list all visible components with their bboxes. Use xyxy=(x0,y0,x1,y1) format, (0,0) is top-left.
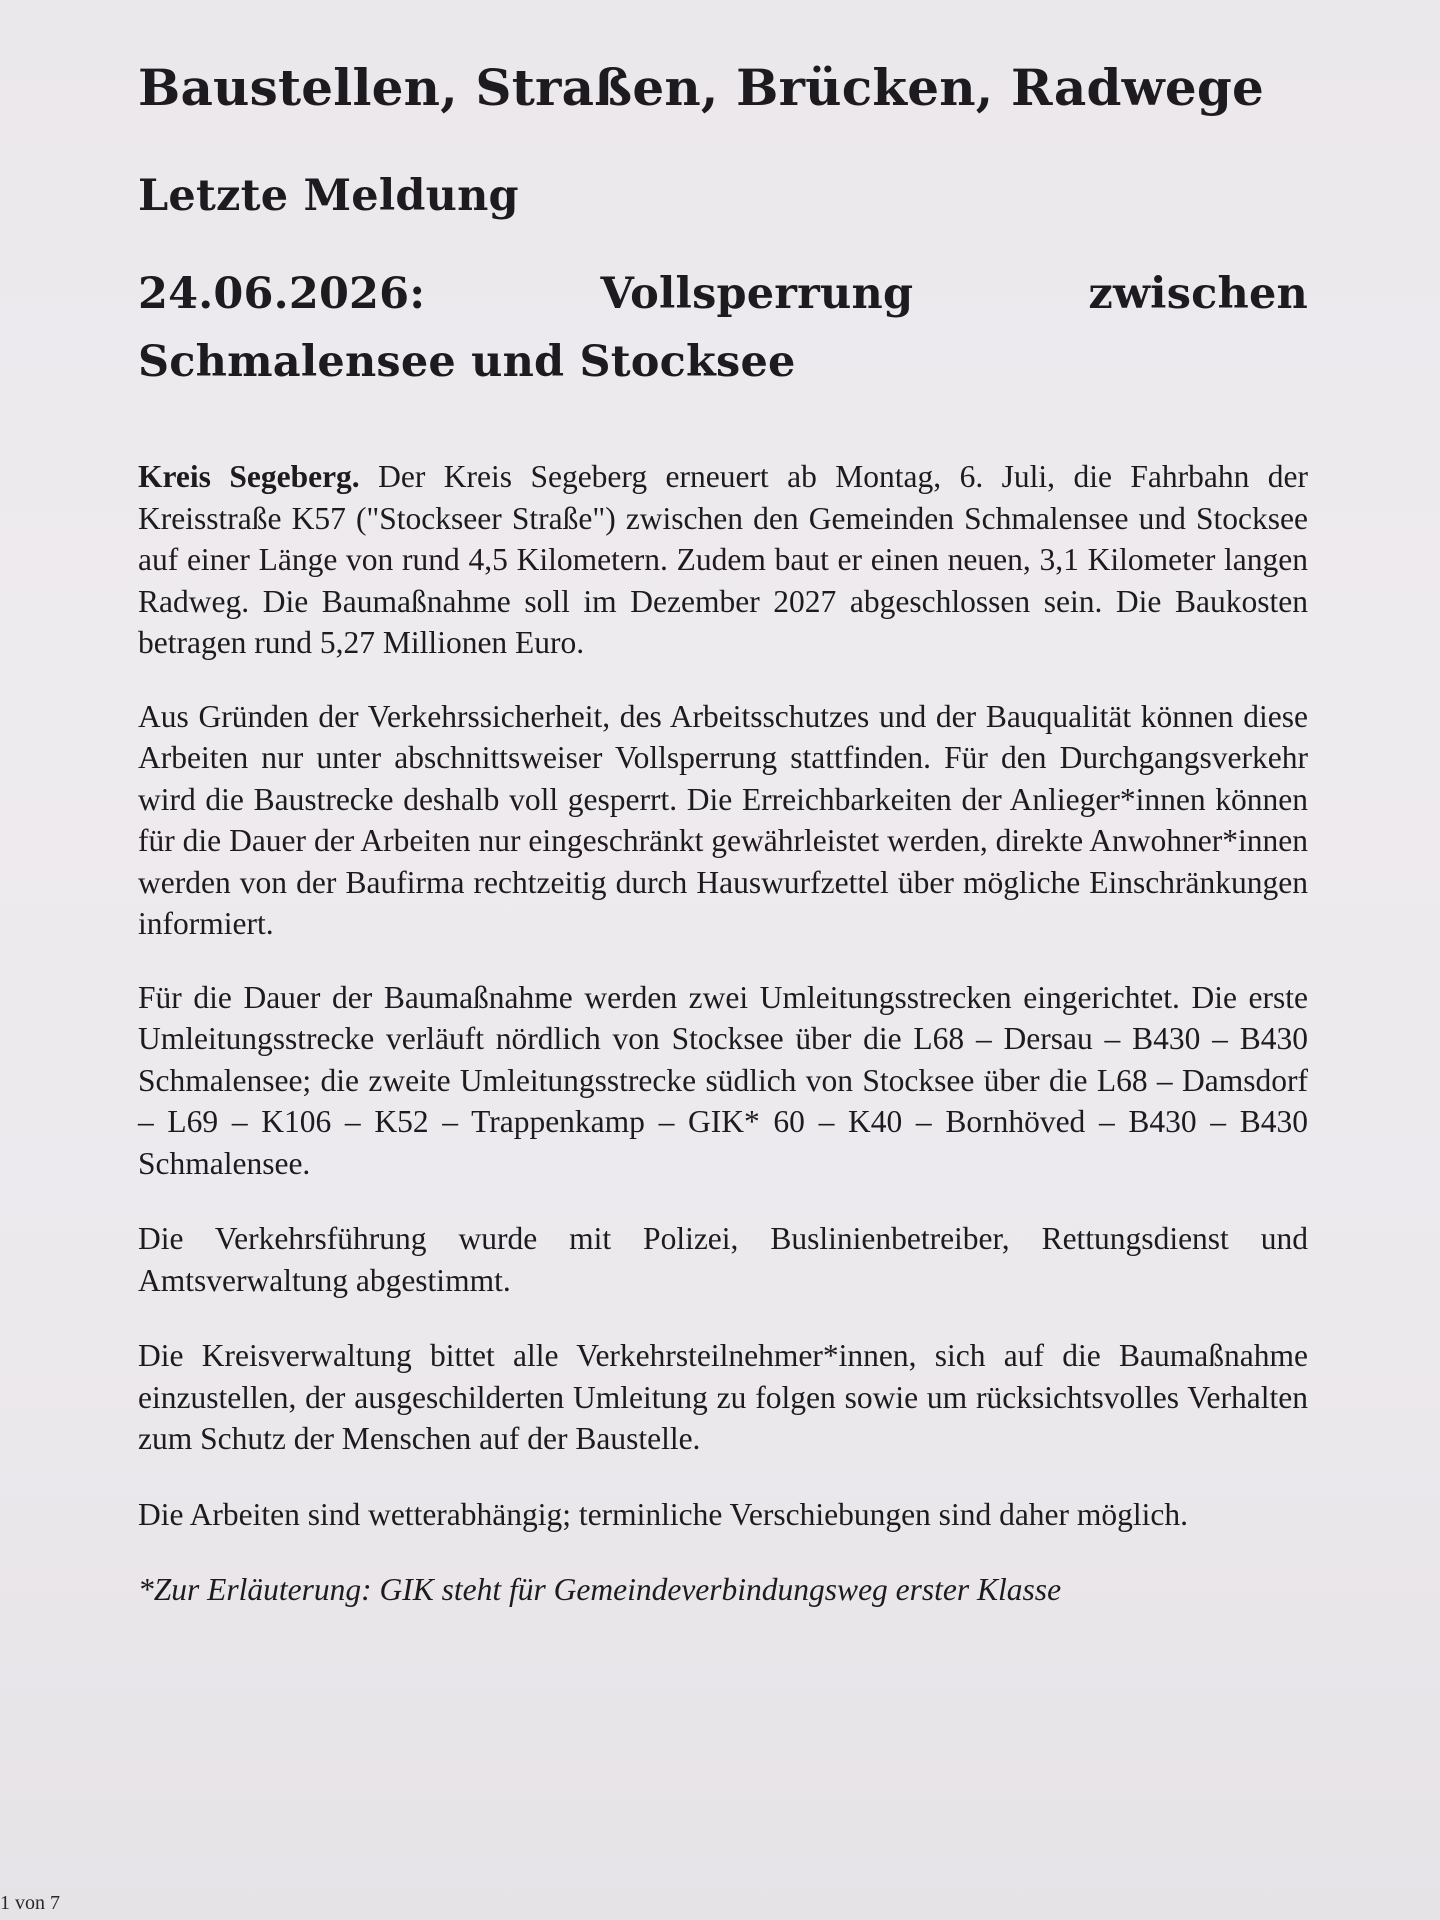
news-headline: 24.06.2026: Vollsperrung zwischen Schmalensee und Stocksee xyxy=(138,269,1308,387)
paragraph-detours: Für die Dauer der Baumaßnahme werden zwei Umleitungsstrecken eingerichtet. Die erste Umleitungsstrecke verläuft nördlich von Stocksee über die L68 – Dersau – B430 – B430 Schmalensee; die zweite Umleitungsstrecke südlich von Stocksee über die L68 – Damsdorf – L69 – K106 – K52 – Trappenkamp – GIK* 60 – K40 – Bornhöved – B430 – B430 Schmalensee. xyxy=(138,979,1308,1181)
footnote: *Zur Erläuterung: GIK steht für Gemeindeverbindungsweg erster Klasse xyxy=(138,1572,1062,1607)
paragraph-intro-text: Der Kreis Segeberg erneuert ab Montag, 6. Juli, die Fahrbahn der Kreisstraße K57 ("Stockseer Straße") zwischen den Gemeinden Schmalensee und Stocksee auf einer Länge von rund 4,5 Kilometern. Zudem baut er einen neuen, 3,1 Kilometer langen Radweg. Die Baumaßnahme soll im Dezember 2027 abgeschlossen sein. Die Baukosten betragen rund 5,27 Millionen Euro. xyxy=(138,459,1309,660)
document-body xyxy=(138,48,1308,1642)
document-title: Baustellen, Straßen, Brücken, Radwege xyxy=(138,58,1265,117)
paragraph-weather: Die Arbeiten sind wetterabhängig; terminliche Verschiebungen sind daher möglich. xyxy=(138,1496,1189,1532)
paragraph-lead: Kreis Segeberg. xyxy=(138,459,360,494)
section-heading: Letzte Meldung xyxy=(138,171,519,221)
page-number: 1 von 7 xyxy=(0,1892,60,1914)
paragraph-intro xyxy=(138,456,1308,664)
paragraph-closure: Aus Gründen der Verkehrssicherheit, des Arbeitsschutzes und der Bauqualität können diese Arbeiten nur unter abschnittsweiser Vollsperrung stattfinden. Für den Durchgangsverkehr wird die Baustrecke deshalb voll gesperrt. Die Erreichbarkeiten der Anlieger*innen können für die Dauer der Arbeiten nur eingeschränkt gewährleistet werden, direkte Anwohner*innen werden von der Baufirma rechtzeitig durch Hauswurfzettel über mögliche Einschränkungen informiert. xyxy=(138,698,1308,941)
paragraph-coordination: Die Verkehrsführung wurde mit Polizei, Buslinienbetreiber, Rettungsdienst und Amtsverwaltung abgestimmt. xyxy=(138,1221,1308,1298)
paragraph-request: Die Kreisverwaltung bittet alle Verkehrsteilnehmer*innen, sich auf die Baumaßnahme einzustellen, der ausgeschilderten Umleitung zu folgen sowie um rücksichtsvolles Verhalten zum Schutz der Menschen auf der Baustelle. xyxy=(138,1338,1308,1456)
